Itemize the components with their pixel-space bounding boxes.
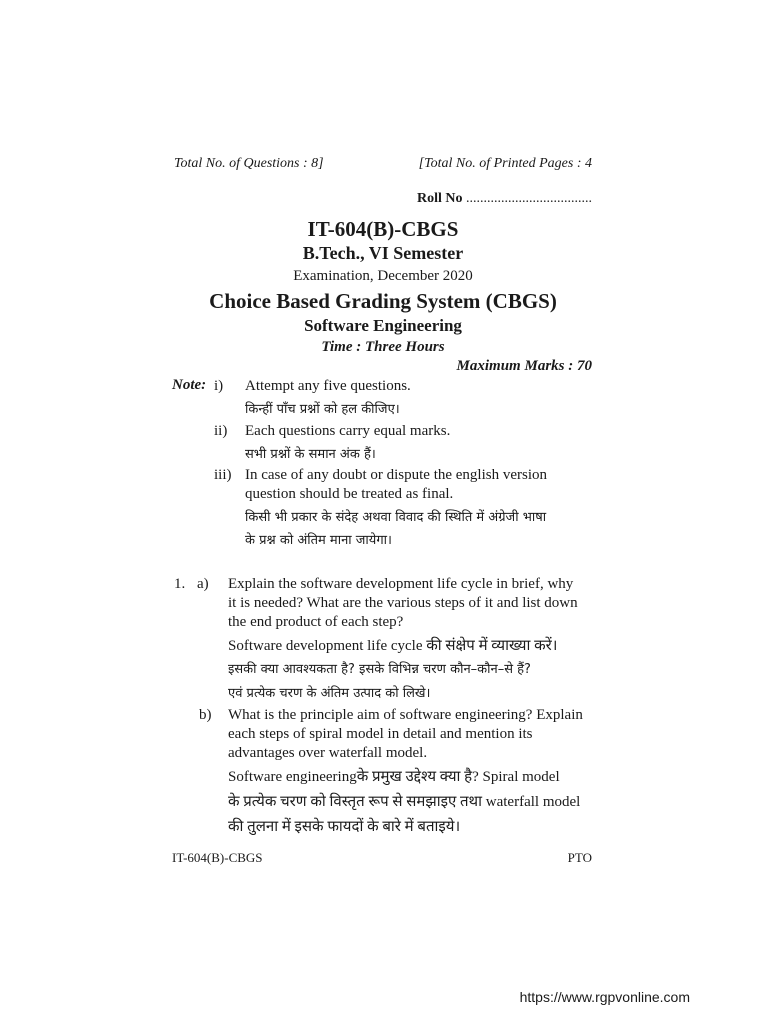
part-b-hindi bbox=[228, 765, 594, 840]
question-number: 1. bbox=[174, 576, 186, 592]
note-text-2: Each questions carry equal marks. bbox=[245, 423, 451, 439]
total-pages: [Total No. of Printed Pages : 4 bbox=[418, 156, 592, 171]
part-a-hi-line-1: Software development life cycle की संक्षेप में व्याख्या करें। bbox=[228, 638, 558, 654]
website-watermark-link[interactable]: https://www.rgpvonline.com bbox=[519, 989, 690, 1005]
part-label-a: a) bbox=[197, 576, 209, 592]
part-a-en-line-3: the end product of each step? bbox=[228, 614, 404, 630]
note-text-3a: In case of any doubt or dispute the english version bbox=[245, 467, 548, 483]
note-text-3b: question should be treated as final. bbox=[245, 486, 454, 502]
part-a-hi-line-3: एवं प्रत्येक चरण के अंतिम उत्पाद को लिखे। bbox=[228, 686, 431, 701]
note-hindi-3b: के प्रश्न को अंतिम माना जायेगा। bbox=[245, 533, 392, 548]
note-number-2: ii) bbox=[214, 423, 228, 439]
note-hindi-1: किन्हीं पाँच प्रश्नों को हल कीजिए। bbox=[245, 402, 400, 417]
footer-code: IT-604(B)-CBGS bbox=[172, 850, 263, 865]
time-allowed: Time : Three Hours bbox=[321, 339, 445, 355]
part-a-en-line-1: Explain the software development life cycle in brief, why bbox=[228, 576, 574, 592]
exam-session: Examination, December 2020 bbox=[293, 268, 473, 284]
part-b-en-line-1: What is the principle aim of software engineering? Explain bbox=[228, 707, 583, 723]
part-a-hindi bbox=[228, 634, 594, 706]
roll-no-dots: .................................... bbox=[466, 191, 592, 206]
footer-pto: PTO bbox=[567, 850, 592, 865]
subject-title: Software Engineering bbox=[304, 316, 462, 335]
roll-no-line bbox=[380, 191, 592, 207]
grading-system: Choice Based Grading System (CBGS) bbox=[209, 289, 557, 313]
note-hindi-2: सभी प्रश्नों के समान अंक हैं। bbox=[245, 447, 376, 462]
part-b-english bbox=[228, 706, 594, 763]
part-b-en-line-3: advantages over waterfall model. bbox=[228, 745, 428, 761]
total-questions: Total No. of Questions : 8] bbox=[174, 156, 324, 171]
part-a-english bbox=[228, 575, 594, 632]
part-a-hi-line-2: इसकी क्या आवश्यकता है? इसके विभिन्न चरण कौन–कौन–से हैं? bbox=[228, 662, 531, 677]
note-label: Note: bbox=[172, 377, 207, 393]
note-hindi-3a: किसी भी प्रकार के संदेह अथवा विवाद की स्थिति में अंग्रेजी भाषा bbox=[245, 510, 547, 525]
part-b-en-line-2: each steps of spiral model in detail and mention its bbox=[228, 726, 533, 742]
note-number-1: i) bbox=[214, 378, 224, 394]
part-b-hi-line-2: के प्रत्येक चरण को विस्तृत रूप से समझाइए तथा waterfall model bbox=[228, 794, 581, 810]
note-number-3: iii) bbox=[214, 467, 232, 483]
paper-code: IT-604(B)-CBGS bbox=[307, 217, 459, 241]
maximum-marks: Maximum Marks : 70 bbox=[456, 358, 592, 374]
part-a-en-line-2: it is needed? What are the various steps of it and list down bbox=[228, 595, 578, 611]
part-b-hi-line-1: Software engineeringके प्रमुख उद्देश्य क्या है? Spiral model bbox=[228, 769, 560, 785]
note-text-1: Attempt any five questions. bbox=[245, 378, 411, 394]
roll-no-label: Roll No bbox=[417, 191, 463, 206]
part-b-hi-line-3: की तुलना में इसके फायदों के बारे में बताइये। bbox=[228, 819, 461, 835]
part-label-b: b) bbox=[199, 707, 212, 723]
course-title: B.Tech., VI Semester bbox=[302, 243, 464, 263]
